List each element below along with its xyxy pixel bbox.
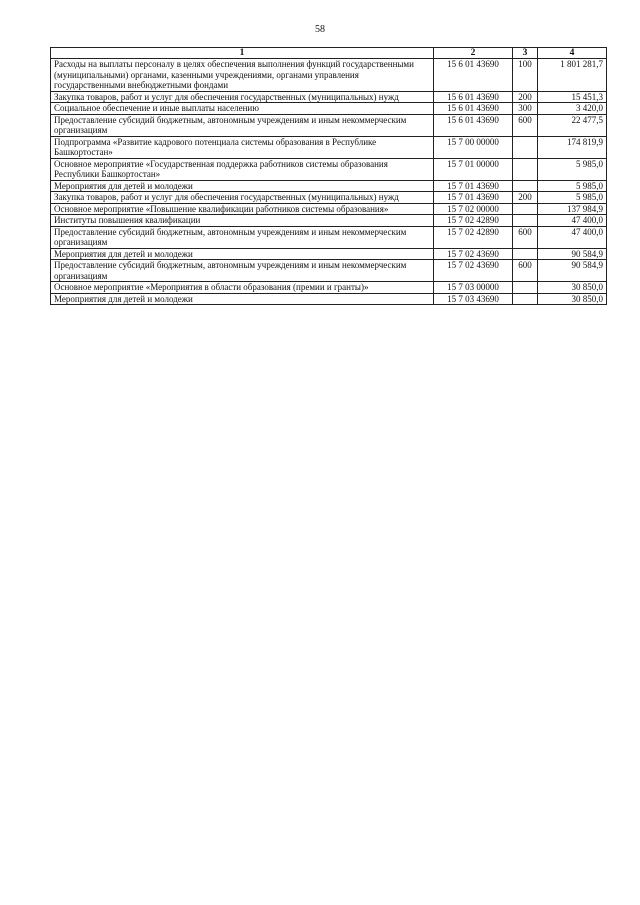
row-type-cell [513,203,538,215]
row-name-cell: Социальное обеспечение и иные выплаты населению [51,103,434,115]
row-name-cell: Мероприятия для детей и молодежи [51,293,434,305]
column-header-name: 1 [51,48,434,59]
row-sum-cell: 5 985,0 [538,192,607,204]
row-sum-cell: 1 801 281,7 [538,59,607,92]
row-code-cell: 15 7 02 42890 [434,215,513,227]
table-row [51,114,607,136]
table-body [51,59,607,305]
row-sum-cell: 22 477,5 [538,114,607,136]
row-code-cell: 15 7 02 42890 [434,226,513,248]
row-name-cell: Предоставление субсидий бюджетным, автономным учреждениям и иным некоммерческим организациям [51,114,434,136]
row-type-cell: 100 [513,59,538,92]
row-sum-cell: 15 451,3 [538,91,607,103]
row-sum-cell: 5 985,0 [538,158,607,180]
column-header-type: 3 [513,48,538,59]
row-sum-cell: 5 985,0 [538,180,607,192]
row-name-cell: Основное мероприятие «Государственная поддержка работников системы образования Республики Башкортостан» [51,158,434,180]
row-name-cell: Институты повышения квалификации [51,215,434,227]
row-code-cell: 15 7 02 43690 [434,248,513,260]
table-row [51,248,607,260]
row-code-cell: 15 7 02 00000 [434,203,513,215]
table-row [51,136,607,158]
row-type-cell: 200 [513,192,538,204]
row-name-cell: Расходы на выплаты персоналу в целях обеспечения выполнения функций государственными (муниципальными) органами, казенными учреждениями, органами управления государственными внебюджетными фондами [51,59,434,92]
row-code-cell: 15 7 02 43690 [434,260,513,282]
row-type-cell: 300 [513,103,538,115]
row-code-cell: 15 7 01 43690 [434,192,513,204]
row-code-cell: 15 6 01 43690 [434,114,513,136]
table-row [51,215,607,227]
row-type-cell [513,293,538,305]
row-type-cell: 200 [513,91,538,103]
row-name-cell: Предоставление субсидий бюджетным, автономным учреждениям и иным некоммерческим организациям [51,226,434,248]
row-sum-cell: 30 850,0 [538,282,607,294]
table-header-row [51,48,607,59]
row-type-cell: 600 [513,260,538,282]
row-type-cell [513,215,538,227]
row-name-cell: Основное мероприятие «Повышение квалификации работников системы образования» [51,203,434,215]
row-name-cell: Закупка товаров, работ и услуг для обеспечения государственных (муниципальных) нужд [51,192,434,204]
row-type-cell [513,180,538,192]
row-name-cell: Подпрограмма «Развитие кадрового потенциала системы образования в Республике Башкортостан» [51,136,434,158]
table-row [51,91,607,103]
row-sum-cell: 137 984,9 [538,203,607,215]
row-sum-cell: 90 584,9 [538,248,607,260]
page-number: 58 [315,24,325,35]
budget-table [50,47,607,305]
table-row [51,180,607,192]
row-code-cell: 15 6 01 43690 [434,91,513,103]
row-name-cell: Мероприятия для детей и молодежи [51,248,434,260]
row-code-cell: 15 7 00 00000 [434,136,513,158]
row-sum-cell: 30 850,0 [538,293,607,305]
table-row [51,282,607,294]
table-row [51,260,607,282]
row-type-cell: 600 [513,114,538,136]
row-type-cell [513,282,538,294]
row-type-cell: 600 [513,226,538,248]
table-row [51,203,607,215]
row-type-cell [513,136,538,158]
row-name-cell: Основное мероприятие «Мероприятия в области образования (премии и гранты)» [51,282,434,294]
column-header-sum: 4 [538,48,607,59]
row-name-cell: Закупка товаров, работ и услуг для обеспечения государственных (муниципальных) нужд [51,91,434,103]
row-sum-cell: 3 420,0 [538,103,607,115]
row-type-cell [513,248,538,260]
row-code-cell: 15 7 01 00000 [434,158,513,180]
table-row [51,192,607,204]
table-row [51,293,607,305]
row-code-cell: 15 7 01 43690 [434,180,513,192]
row-type-cell [513,158,538,180]
row-sum-cell: 90 584,9 [538,260,607,282]
row-sum-cell: 47 400,0 [538,215,607,227]
row-code-cell: 15 7 03 00000 [434,282,513,294]
table-row [51,103,607,115]
table-row [51,59,607,92]
row-code-cell: 15 6 01 43690 [434,103,513,115]
row-code-cell: 15 7 03 43690 [434,293,513,305]
row-code-cell: 15 6 01 43690 [434,59,513,92]
row-name-cell: Мероприятия для детей и молодежи [51,180,434,192]
table-row [51,226,607,248]
row-sum-cell: 174 819,9 [538,136,607,158]
column-header-code: 2 [434,48,513,59]
row-sum-cell: 47 400,0 [538,226,607,248]
table-row [51,158,607,180]
row-name-cell: Предоставление субсидий бюджетным, автономным учреждениям и иным некоммерческим организациям [51,260,434,282]
